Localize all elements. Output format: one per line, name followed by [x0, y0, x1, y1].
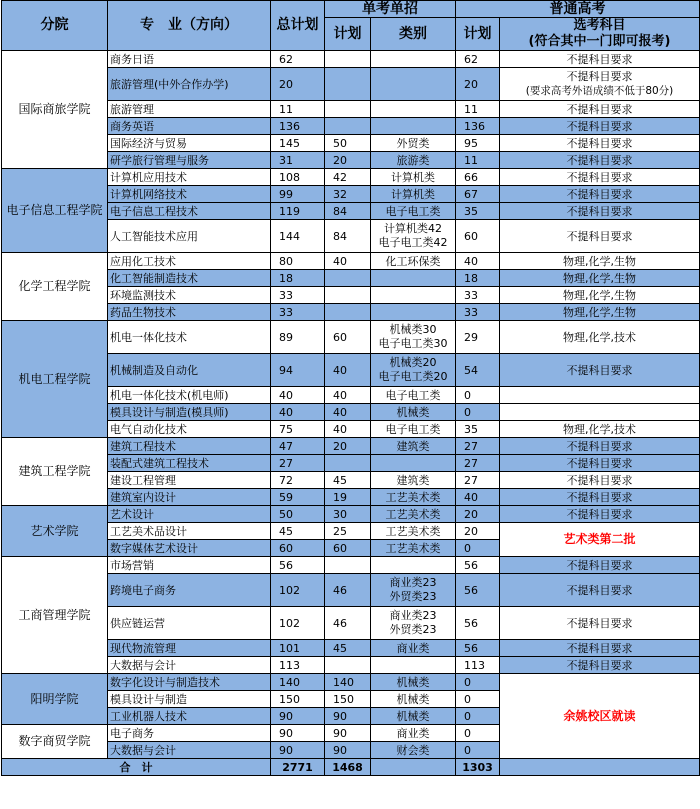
- single-plan-cell: 140: [325, 674, 371, 691]
- total-plan-value: 2771: [271, 759, 325, 776]
- category-cell: 旅游类: [371, 152, 456, 169]
- subject-requirement-cell: [500, 387, 700, 404]
- category-line: 电子电工类42: [378, 236, 448, 249]
- header-college: 分院: [2, 1, 108, 51]
- category-cell: [371, 557, 456, 574]
- general-plan-cell: 18: [456, 270, 500, 287]
- subject-requirement-cell: 物理,化学,生物: [500, 287, 700, 304]
- category-line: 外贸类23: [389, 590, 437, 603]
- general-plan-cell: 35: [456, 421, 500, 438]
- general-plan-cell: 56: [456, 557, 500, 574]
- subject-requirement-cell: 不提科目要求: [500, 472, 700, 489]
- single-plan-cell: 84: [325, 220, 371, 253]
- total-plan-cell: 31: [271, 152, 325, 169]
- enrollment-plan-table: [1, 0, 700, 776]
- header-subjects-note: (符合其中一门即可报考): [528, 34, 671, 49]
- single-plan-cell: [325, 455, 371, 472]
- subject-requirement-cell: 物理,化学,生物: [500, 253, 700, 270]
- college-cell: 工商管理学院: [2, 557, 108, 674]
- single-plan-cell: 25: [325, 523, 371, 540]
- category-cell: 建筑类: [371, 472, 456, 489]
- header-category: 类别: [371, 18, 456, 51]
- general-plan-cell: 27: [456, 438, 500, 455]
- subject-requirement-cell: 物理,化学,生物: [500, 304, 700, 321]
- requirement-line: 不提科目要求: [566, 70, 633, 83]
- single-plan-cell: 45: [325, 472, 371, 489]
- total-plan-cell: 27: [271, 455, 325, 472]
- category-cell: 外贸类: [371, 135, 456, 152]
- subject-requirement-cell: 不提科目要求: [500, 506, 700, 523]
- total-plan-cell: 136: [271, 118, 325, 135]
- table-row: [2, 506, 700, 523]
- special-note-cell: 艺术类第二批: [500, 523, 700, 557]
- category-cell: 工艺美术类: [371, 523, 456, 540]
- subject-requirement-cell: 不提科目要求: [500, 118, 700, 135]
- major-cell: 应用化工技术: [108, 253, 271, 270]
- header-subjects: [500, 18, 700, 51]
- single-plan-cell: 40: [325, 354, 371, 387]
- category-cell: 工艺美术类: [371, 489, 456, 506]
- category-cell: [371, 321, 456, 354]
- category-line: 外贸类23: [389, 623, 437, 636]
- single-plan-cell: [325, 270, 371, 287]
- subject-requirement-cell: 物理,化学,生物: [500, 270, 700, 287]
- general-plan-cell: 35: [456, 203, 500, 220]
- category-cell: 计算机类: [371, 169, 456, 186]
- table-body: [2, 51, 700, 759]
- total-plan-cell: 90: [271, 725, 325, 742]
- category-cell: [371, 118, 456, 135]
- total-label: 合 计: [2, 759, 271, 776]
- total-plan-cell: 89: [271, 321, 325, 354]
- total-plan-cell: 144: [271, 220, 325, 253]
- general-plan-cell: 0: [456, 691, 500, 708]
- major-cell: 计算机应用技术: [108, 169, 271, 186]
- subject-requirement-cell: 不提科目要求: [500, 657, 700, 674]
- category-cell: 机械类: [371, 674, 456, 691]
- header-major: 专 业（方向）: [108, 1, 271, 51]
- single-plan-cell: [325, 287, 371, 304]
- total-plan-cell: 101: [271, 640, 325, 657]
- major-cell: 大数据与会计: [108, 657, 271, 674]
- subject-requirement-cell: 不提科目要求: [500, 574, 700, 607]
- single-plan-cell: 40: [325, 404, 371, 421]
- total-single-value: 1468: [325, 759, 371, 776]
- major-cell: 药品生物技术: [108, 304, 271, 321]
- requirement-note: (要求高考外语成绩不低于80分): [525, 85, 674, 97]
- major-cell: 建设工程管理: [108, 472, 271, 489]
- major-cell: 跨境电子商务: [108, 574, 271, 607]
- general-plan-cell: 40: [456, 253, 500, 270]
- single-plan-cell: 150: [325, 691, 371, 708]
- major-cell: 人工智能技术应用: [108, 220, 271, 253]
- general-plan-cell: 11: [456, 101, 500, 118]
- major-cell: 旅游管理: [108, 101, 271, 118]
- total-plan-cell: 140: [271, 674, 325, 691]
- general-plan-cell: 95: [456, 135, 500, 152]
- total-empty-2: [500, 759, 700, 776]
- total-plan-cell: 60: [271, 540, 325, 557]
- major-cell: 现代物流管理: [108, 640, 271, 657]
- general-plan-cell: 0: [456, 742, 500, 759]
- subject-requirement-cell: 不提科目要求: [500, 438, 700, 455]
- category-cell: [371, 354, 456, 387]
- category-line: 商业类23: [389, 609, 437, 622]
- single-plan-cell: 84: [325, 203, 371, 220]
- major-cell: 电子信息工程技术: [108, 203, 271, 220]
- single-plan-cell: 20: [325, 438, 371, 455]
- subject-requirement-cell: 不提科目要求: [500, 186, 700, 203]
- college-cell: 国际商旅学院: [2, 51, 108, 169]
- general-plan-cell: 0: [456, 540, 500, 557]
- total-empty: [371, 759, 456, 776]
- total-plan-cell: 75: [271, 421, 325, 438]
- total-plan-cell: 150: [271, 691, 325, 708]
- category-cell: [371, 657, 456, 674]
- subject-requirement-cell: [500, 68, 700, 101]
- category-cell: 计算机类: [371, 186, 456, 203]
- major-cell: 建筑室内设计: [108, 489, 271, 506]
- general-plan-cell: 33: [456, 287, 500, 304]
- subject-requirement-cell: 不提科目要求: [500, 169, 700, 186]
- general-plan-cell: 20: [456, 506, 500, 523]
- total-plan-cell: 102: [271, 607, 325, 640]
- table-row: [2, 438, 700, 455]
- total-plan-cell: 50: [271, 506, 325, 523]
- major-cell: 研学旅行管理与服务: [108, 152, 271, 169]
- major-cell: 装配式建筑工程技术: [108, 455, 271, 472]
- total-plan-cell: 40: [271, 404, 325, 421]
- category-cell: 工艺美术类: [371, 540, 456, 557]
- total-plan-cell: 80: [271, 253, 325, 270]
- single-plan-cell: 20: [325, 152, 371, 169]
- total-plan-cell: 11: [271, 101, 325, 118]
- general-plan-cell: 0: [456, 708, 500, 725]
- single-plan-cell: 46: [325, 574, 371, 607]
- category-cell: [371, 68, 456, 101]
- category-cell: [371, 607, 456, 640]
- major-cell: 机电一体化技术: [108, 321, 271, 354]
- single-plan-cell: [325, 68, 371, 101]
- header-general-exam: 普通高考: [456, 1, 700, 18]
- college-cell: 阳明学院: [2, 674, 108, 725]
- general-plan-cell: 0: [456, 387, 500, 404]
- header-single-exam: 单考单招: [325, 1, 456, 18]
- general-plan-cell: 54: [456, 354, 500, 387]
- subject-requirement-cell: 不提科目要求: [500, 135, 700, 152]
- total-plan-cell: 145: [271, 135, 325, 152]
- subject-requirement-cell: 不提科目要求: [500, 51, 700, 68]
- single-plan-cell: 40: [325, 253, 371, 270]
- college-cell: 化学工程学院: [2, 253, 108, 321]
- single-plan-cell: [325, 304, 371, 321]
- general-plan-cell: 33: [456, 304, 500, 321]
- single-plan-cell: 32: [325, 186, 371, 203]
- category-line: 机械类30: [389, 323, 437, 336]
- major-cell: 数字媒体艺术设计: [108, 540, 271, 557]
- subject-requirement-cell: 不提科目要求: [500, 640, 700, 657]
- category-cell: 电子电工类: [371, 387, 456, 404]
- major-cell: 电气自动化技术: [108, 421, 271, 438]
- general-plan-cell: 0: [456, 404, 500, 421]
- category-cell: [371, 270, 456, 287]
- header-subjects-title: 选考科目: [573, 18, 626, 33]
- subject-requirement-cell: 不提科目要求: [500, 557, 700, 574]
- total-plan-cell: 33: [271, 304, 325, 321]
- single-plan-cell: 42: [325, 169, 371, 186]
- major-cell: 计算机网络技术: [108, 186, 271, 203]
- major-cell: 工艺美术品设计: [108, 523, 271, 540]
- category-line: 电子电工类30: [378, 337, 448, 350]
- subject-requirement-cell: 不提科目要求: [500, 101, 700, 118]
- single-plan-cell: [325, 51, 371, 68]
- major-cell: 市场营销: [108, 557, 271, 574]
- total-plan-cell: 18: [271, 270, 325, 287]
- category-line: 商业类23: [389, 576, 437, 589]
- category-cell: 电子电工类: [371, 203, 456, 220]
- total-plan-cell: 20: [271, 68, 325, 101]
- subject-requirement-cell: 物理,化学,技术: [500, 321, 700, 354]
- total-plan-cell: 108: [271, 169, 325, 186]
- total-plan-cell: 119: [271, 203, 325, 220]
- major-cell: 国际经济与贸易: [108, 135, 271, 152]
- major-cell: 建筑工程技术: [108, 438, 271, 455]
- category-cell: 化工环保类: [371, 253, 456, 270]
- single-plan-cell: 60: [325, 540, 371, 557]
- category-cell: 商业类: [371, 640, 456, 657]
- single-plan-cell: [325, 557, 371, 574]
- category-cell: 电子电工类: [371, 421, 456, 438]
- major-cell: 工业机器人技术: [108, 708, 271, 725]
- single-plan-cell: 40: [325, 387, 371, 404]
- general-plan-cell: 0: [456, 725, 500, 742]
- general-plan-cell: 40: [456, 489, 500, 506]
- major-cell: 数字化设计与制造技术: [108, 674, 271, 691]
- category-cell: [371, 220, 456, 253]
- general-plan-cell: 66: [456, 169, 500, 186]
- general-plan-cell: 62: [456, 51, 500, 68]
- category-cell: [371, 455, 456, 472]
- category-cell: [371, 101, 456, 118]
- total-plan-cell: 113: [271, 657, 325, 674]
- subject-requirement-cell: 不提科目要求: [500, 354, 700, 387]
- major-cell: 电子商务: [108, 725, 271, 742]
- category-cell: 机械类: [371, 404, 456, 421]
- total-plan-cell: 47: [271, 438, 325, 455]
- general-plan-cell: 11: [456, 152, 500, 169]
- table-row: [2, 321, 700, 354]
- category-cell: 工艺美术类: [371, 506, 456, 523]
- subject-requirement-cell: 物理,化学,技术: [500, 421, 700, 438]
- single-plan-cell: [325, 657, 371, 674]
- category-cell: [371, 51, 456, 68]
- general-plan-cell: 29: [456, 321, 500, 354]
- general-plan-cell: 56: [456, 607, 500, 640]
- total-plan-cell: 56: [271, 557, 325, 574]
- category-cell: 机械类: [371, 691, 456, 708]
- major-cell: 模具设计与制造(模具师): [108, 404, 271, 421]
- general-plan-cell: 136: [456, 118, 500, 135]
- college-cell: 艺术学院: [2, 506, 108, 557]
- total-plan-cell: 99: [271, 186, 325, 203]
- subject-requirement-cell: 不提科目要求: [500, 607, 700, 640]
- single-plan-cell: 90: [325, 742, 371, 759]
- major-cell: 环境监测技术: [108, 287, 271, 304]
- major-cell: 供应链运营: [108, 607, 271, 640]
- total-plan-cell: 45: [271, 523, 325, 540]
- category-cell: [371, 574, 456, 607]
- college-cell: 建筑工程学院: [2, 438, 108, 506]
- general-plan-cell: 20: [456, 68, 500, 101]
- single-plan-cell: 90: [325, 708, 371, 725]
- single-plan-cell: 30: [325, 506, 371, 523]
- header-general-plan: 计划: [456, 18, 500, 51]
- header-single-plan: 计划: [325, 18, 371, 51]
- subject-requirement-cell: 不提科目要求: [500, 203, 700, 220]
- total-plan-cell: 90: [271, 708, 325, 725]
- single-plan-cell: [325, 101, 371, 118]
- total-plan-cell: 40: [271, 387, 325, 404]
- general-plan-cell: 20: [456, 523, 500, 540]
- major-cell: 大数据与会计: [108, 742, 271, 759]
- category-cell: [371, 287, 456, 304]
- general-plan-cell: 27: [456, 455, 500, 472]
- major-cell: 化工智能制造技术: [108, 270, 271, 287]
- subject-requirement-cell: 不提科目要求: [500, 152, 700, 169]
- college-cell: 电子信息工程学院: [2, 169, 108, 253]
- general-plan-cell: 56: [456, 574, 500, 607]
- general-plan-cell: 56: [456, 640, 500, 657]
- category-line: 机械类20: [389, 356, 437, 369]
- college-cell: 数字商贸学院: [2, 725, 108, 759]
- subject-requirement-cell: [500, 404, 700, 421]
- header-total-plan: 总计划: [271, 1, 325, 51]
- special-note-cell: 余姚校区就读: [500, 674, 700, 759]
- table-row: [2, 51, 700, 68]
- major-cell: 旅游管理(中外合作办学): [108, 68, 271, 101]
- major-cell: 商务日语: [108, 51, 271, 68]
- total-plan-cell: 90: [271, 742, 325, 759]
- single-plan-cell: 40: [325, 421, 371, 438]
- total-plan-cell: 33: [271, 287, 325, 304]
- table-row: [2, 557, 700, 574]
- single-plan-cell: 46: [325, 607, 371, 640]
- subject-requirement-cell: 不提科目要求: [500, 220, 700, 253]
- general-plan-cell: 27: [456, 472, 500, 489]
- subject-requirement-cell: 不提科目要求: [500, 489, 700, 506]
- total-plan-cell: 62: [271, 51, 325, 68]
- general-plan-cell: 0: [456, 674, 500, 691]
- total-general-value: 1303: [456, 759, 500, 776]
- total-plan-cell: 59: [271, 489, 325, 506]
- major-cell: 商务英语: [108, 118, 271, 135]
- single-plan-cell: 19: [325, 489, 371, 506]
- major-cell: 机电一体化技术(机电师): [108, 387, 271, 404]
- major-cell: 艺术设计: [108, 506, 271, 523]
- category-cell: 商业类: [371, 725, 456, 742]
- single-plan-cell: 50: [325, 135, 371, 152]
- total-plan-cell: 72: [271, 472, 325, 489]
- category-cell: 建筑类: [371, 438, 456, 455]
- total-plan-cell: 102: [271, 574, 325, 607]
- category-line: 计算机类42: [384, 222, 442, 235]
- table-row: [2, 674, 700, 691]
- single-plan-cell: 90: [325, 725, 371, 742]
- general-plan-cell: 60: [456, 220, 500, 253]
- category-cell: [371, 304, 456, 321]
- general-plan-cell: 113: [456, 657, 500, 674]
- college-cell: 机电工程学院: [2, 321, 108, 438]
- single-plan-cell: 45: [325, 640, 371, 657]
- major-cell: 机械制造及自动化: [108, 354, 271, 387]
- category-cell: 机械类: [371, 708, 456, 725]
- general-plan-cell: 67: [456, 186, 500, 203]
- single-plan-cell: [325, 118, 371, 135]
- subject-requirement-cell: 不提科目要求: [500, 455, 700, 472]
- category-line: 电子电工类20: [378, 370, 448, 383]
- table-row: [2, 169, 700, 186]
- major-cell: 模具设计与制造: [108, 691, 271, 708]
- category-cell: 财会类: [371, 742, 456, 759]
- total-plan-cell: 94: [271, 354, 325, 387]
- table-row: [2, 253, 700, 270]
- single-plan-cell: 60: [325, 321, 371, 354]
